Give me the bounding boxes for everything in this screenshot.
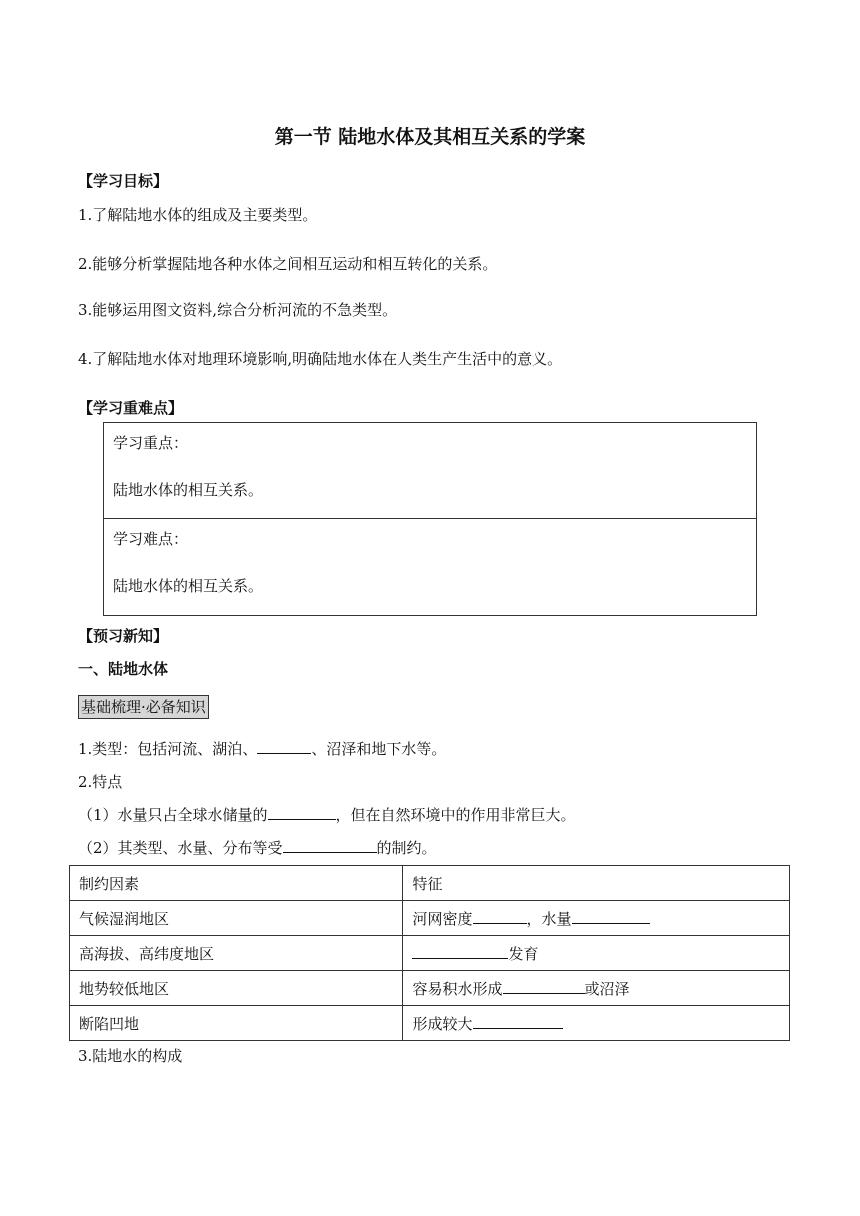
type-line-suffix: 、沼泽和地下水等。	[311, 740, 447, 758]
factor-cell: 高海拔、高纬度地区	[70, 936, 403, 971]
page-title: 第一节 陆地水体及其相互关系的学案	[274, 126, 586, 148]
basics-tag: 基础梳理·必备知识	[78, 695, 209, 719]
focus-text: 陆地水体的相互关系。	[113, 481, 264, 499]
factor-table	[69, 865, 790, 1041]
table-header-row	[70, 866, 790, 901]
answer-blank[interactable]	[412, 943, 508, 959]
table-header-cell: 特征	[403, 866, 790, 901]
goals-header: 【学习目标】	[78, 172, 169, 190]
cell-text: 或沼泽	[584, 979, 630, 998]
type-blank[interactable]	[257, 738, 311, 754]
cell-text: 形成较大	[412, 1014, 473, 1033]
table-row	[70, 1006, 790, 1041]
feature-2-blank[interactable]	[283, 837, 377, 853]
feature-cell	[403, 971, 790, 1006]
feature-line-2	[78, 837, 437, 858]
feature-cell	[403, 1006, 790, 1041]
feature-2-prefix: （2）其类型、水量、分布等受	[78, 839, 283, 857]
goal-item-4: 4.了解陆地水体对地理环境影响,明确陆地水体在人类生产生活中的意义。	[78, 350, 563, 368]
feature-2-suffix: 的制约。	[376, 839, 437, 857]
difficulty-label: 学习难点：	[113, 530, 189, 548]
goal-item-3: 3.能够运用图文资料,综合分析河流的不急类型。	[78, 301, 398, 319]
preview-header: 【预习新知】	[78, 627, 169, 645]
feature-1-blank[interactable]	[268, 804, 336, 820]
factor-cell: 断陷凹地	[70, 1006, 403, 1041]
table-header-cell: 制约因素	[70, 866, 403, 901]
factor-cell: 地势较低地区	[70, 971, 403, 1006]
type-line	[78, 738, 446, 759]
table-row	[70, 936, 790, 971]
table-row	[70, 971, 790, 1006]
feature-1-prefix: （1）水量只占全球水储量的	[78, 806, 268, 824]
answer-blank[interactable]	[473, 1013, 563, 1029]
type-line-prefix: 1.类型：包括河流、湖泊、	[78, 740, 258, 758]
feature-cell	[403, 936, 790, 971]
goal-item-2: 2.能够分析掌握陆地各种水体之间相互运动和相互转化的关系。	[78, 255, 498, 273]
feature-cell	[403, 901, 790, 936]
feature-1-suffix: ，但在自然环境中的作用非常巨大。	[335, 806, 576, 824]
table-row	[70, 901, 790, 936]
cell-text: ，水量	[526, 909, 572, 928]
cell-text: 容易积水形成	[412, 979, 503, 998]
answer-blank[interactable]	[572, 908, 650, 924]
answer-blank[interactable]	[473, 908, 527, 924]
difficulty-box	[103, 518, 757, 616]
answer-blank[interactable]	[503, 978, 585, 994]
focus-label: 学习重点：	[113, 434, 189, 452]
cell-text: 发育	[508, 944, 539, 963]
difficulty-text: 陆地水体的相互关系。	[113, 577, 264, 595]
feature-line-1	[78, 804, 576, 825]
feature-title: 2.特点	[78, 773, 123, 791]
factor-cell: 气候湿润地区	[70, 901, 403, 936]
focus-box	[103, 422, 757, 519]
cell-text: 河网密度	[412, 909, 473, 928]
section-heading: 一、陆地水体	[78, 660, 169, 678]
goal-item-1: 1.了解陆地水体的组成及主要类型。	[78, 206, 318, 224]
composition-heading: 3.陆地水的构成	[78, 1047, 183, 1065]
keypoints-header: 【学习重难点】	[78, 399, 184, 417]
